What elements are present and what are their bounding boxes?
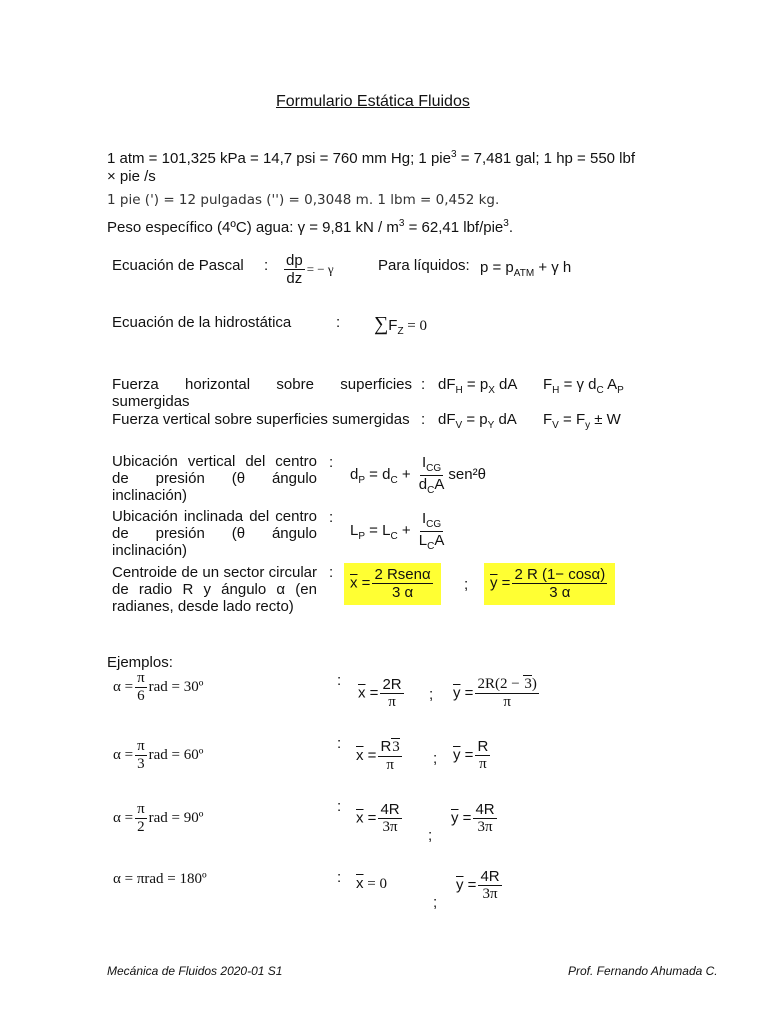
example-60-separator: ; xyxy=(433,750,438,767)
units-line-2: × pie /s xyxy=(107,168,156,185)
liquids-equation: $p = p_{ATM} + \gamma$ h xyxy=(480,259,572,279)
hydrostatic-colon: : xyxy=(336,314,341,331)
centroid-x-formula: $\overline{x}$ = $\frac{\text{2 Rsenα}}{3 \alpha}$ xyxy=(344,563,441,605)
centroid-separator: ; xyxy=(464,576,469,593)
units-line-1: 1 atm = 101,325 kPa = 14,7 psi = 760 mm Hg; 1 pie$^3$ = 7,481 gal; 1 hp = 550 lbf xyxy=(107,149,636,167)
page-title: Formulario Estática Fluidos xyxy=(276,93,470,110)
sqrt-3: 3 xyxy=(524,676,532,692)
example-30-y: $\overline{y}$ = $\frac{2R(2 - 3)}{\pi}$ xyxy=(453,676,537,711)
example-90-x-fraction: $\frac{4R}{3\pi}$ xyxy=(380,801,400,836)
example-30-y-fraction: $\frac{2R(2 - 3)}{\pi}$ xyxy=(477,676,537,711)
example-60-x: $\overline{x}$ = $\frac{R3}{\pi}$ xyxy=(356,738,400,774)
example-60-x-fraction: $\frac{R3}{\pi}$ xyxy=(380,738,400,774)
example-30-angle: α = $\frac{\pi}{6}$ rad = 30º xyxy=(113,670,204,705)
pi-over-6: $\frac{\pi}{6}$ xyxy=(137,670,145,705)
inclined-center-label: Ubicación inclinada del centro de presión (θ ángulo inclinación) xyxy=(112,508,317,559)
pi-over-2: $\frac{\pi}{2}$ xyxy=(137,801,145,836)
pascal-label: Ecuación de Pascal xyxy=(112,257,244,274)
centroid-colon: : xyxy=(329,564,334,581)
example-180-y: $\overline{y}$ = $\frac{4R}{3\pi}$ xyxy=(456,868,500,903)
vertical-center-equation: $d_P = d_C$ + $\frac{I_{CG}}{d_CA}$ sen²θ xyxy=(350,454,486,496)
vertical-center-fraction: $\frac{I_{CG}}{d_CA}$ xyxy=(418,454,445,496)
pascal-colon: : xyxy=(264,257,269,274)
example-180-separator: ; xyxy=(433,894,438,911)
vertical-force-total: $F_V = F_y \pm W$ xyxy=(543,411,621,431)
vertical-force-label: Fuerza vertical sobre superficies sumergidas xyxy=(112,411,410,428)
horizontal-force-differential: $dF_H = p_X$ dA xyxy=(438,376,518,396)
example-30-x-fraction: $\frac{2R}{\pi}$ xyxy=(382,676,402,711)
inclined-center-fraction: $\frac{I_{CG}}{L_CA}$ xyxy=(418,510,445,552)
specific-weight-line: Peso específico (4ºC) agua: γ = 9,81 kN / $m^3 = 62,41$ lbf/pie$^3$. xyxy=(107,218,513,236)
example-180-y-fraction: $\frac{4R}{3\pi}$ xyxy=(480,868,500,903)
vertical-force-differential: $dF_V = p_Y$ dA xyxy=(438,411,517,431)
centroid-label: Centroide de un sector circular de radio R y ángulo α (en radianes, desde lado recto) xyxy=(112,564,317,615)
example-180-colon: : xyxy=(337,869,342,886)
vertical-center-colon: : xyxy=(329,454,334,471)
example-90-x: $\overline{x}$ = $\frac{4R}{3\pi}$ xyxy=(356,801,400,836)
pi-over-3: $\frac{\pi}{3}$ xyxy=(137,738,145,773)
hydrostatic-label: Ecuación de la hidrostática xyxy=(112,314,292,331)
vertical-center-label: Ubicación vertical del centro de presión (θ ángulo inclinación) xyxy=(112,453,317,504)
example-60-y-fraction: $\frac{R}{\pi}$ xyxy=(477,738,489,773)
example-90-y: $\overline{y}$ = $\frac{4R}{3\pi}$ xyxy=(451,801,495,836)
example-30-separator: ; xyxy=(429,686,434,703)
example-30-x: $\overline{x}$ = $\frac{2R}{\pi}$ xyxy=(358,676,402,711)
horizontal-force-label: Fuerza horizontal sobre superficies sumergidas xyxy=(112,376,412,410)
example-90-angle: α = $\frac{\pi}{2}$ rad = 90º xyxy=(113,801,204,836)
centroid-y-formula: $\overline{y}$ = $\frac{2 R (1- \cos\alpha)}{3 \alpha}$ xyxy=(484,563,615,605)
vertical-force-colon: : xyxy=(421,411,426,428)
horizontal-force-total: $F_H = \gamma$ $d_C$ $A_P$ xyxy=(543,376,624,396)
example-60-angle: α = $\frac{\pi}{3}$ rad = 60º xyxy=(113,738,204,773)
inclined-center-equation: $L_P = L_C$ + $\frac{I_{CG}}{L_CA}$ xyxy=(350,510,445,552)
dp-dz-fraction: $\frac{dp}{dz}$ xyxy=(286,252,303,288)
units-line-3: 1 pie (') = 12 pulgadas ('') = 0,3048 m. 1 lbm = 0,452 kg. xyxy=(107,192,500,208)
examples-heading: Ejemplos: xyxy=(107,654,173,671)
example-30-colon: : xyxy=(337,672,342,689)
hydrostatic-equation: $\sum F_Z = 0$ xyxy=(374,313,428,337)
example-90-y-fraction: $\frac{4R}{3\pi}$ xyxy=(475,801,495,836)
example-180-angle: α = πrad = 180º xyxy=(113,871,207,887)
example-60-colon: : xyxy=(337,735,342,752)
example-60-y: $\overline{y}$ = $\frac{R}{\pi}$ xyxy=(453,738,489,773)
footer-course: Mecánica de Fluidos 2020-01 S1 xyxy=(107,964,283,978)
example-90-separator: ; xyxy=(428,827,433,844)
inclined-center-colon: : xyxy=(329,509,334,526)
horizontal-force-colon: : xyxy=(421,376,426,393)
centroid-y-fraction: $\frac{2 R (1- \cos\alpha)}{3 \alpha}$ xyxy=(514,566,606,602)
pascal-equation: $\frac{dp}{dz}$ = − γ xyxy=(286,252,334,288)
example-180-x: $\overline{x} = 0$ xyxy=(356,875,387,892)
sqrt-3: 3 xyxy=(392,739,400,755)
example-90-colon: : xyxy=(337,798,342,815)
centroid-x-fraction: $\frac{\text{2 Rsenα}}{3 \alpha}$ xyxy=(374,566,431,602)
liquids-label: Para líquidos: xyxy=(378,257,470,274)
footer-professor: Prof. Fernando Ahumada C. xyxy=(568,964,718,978)
